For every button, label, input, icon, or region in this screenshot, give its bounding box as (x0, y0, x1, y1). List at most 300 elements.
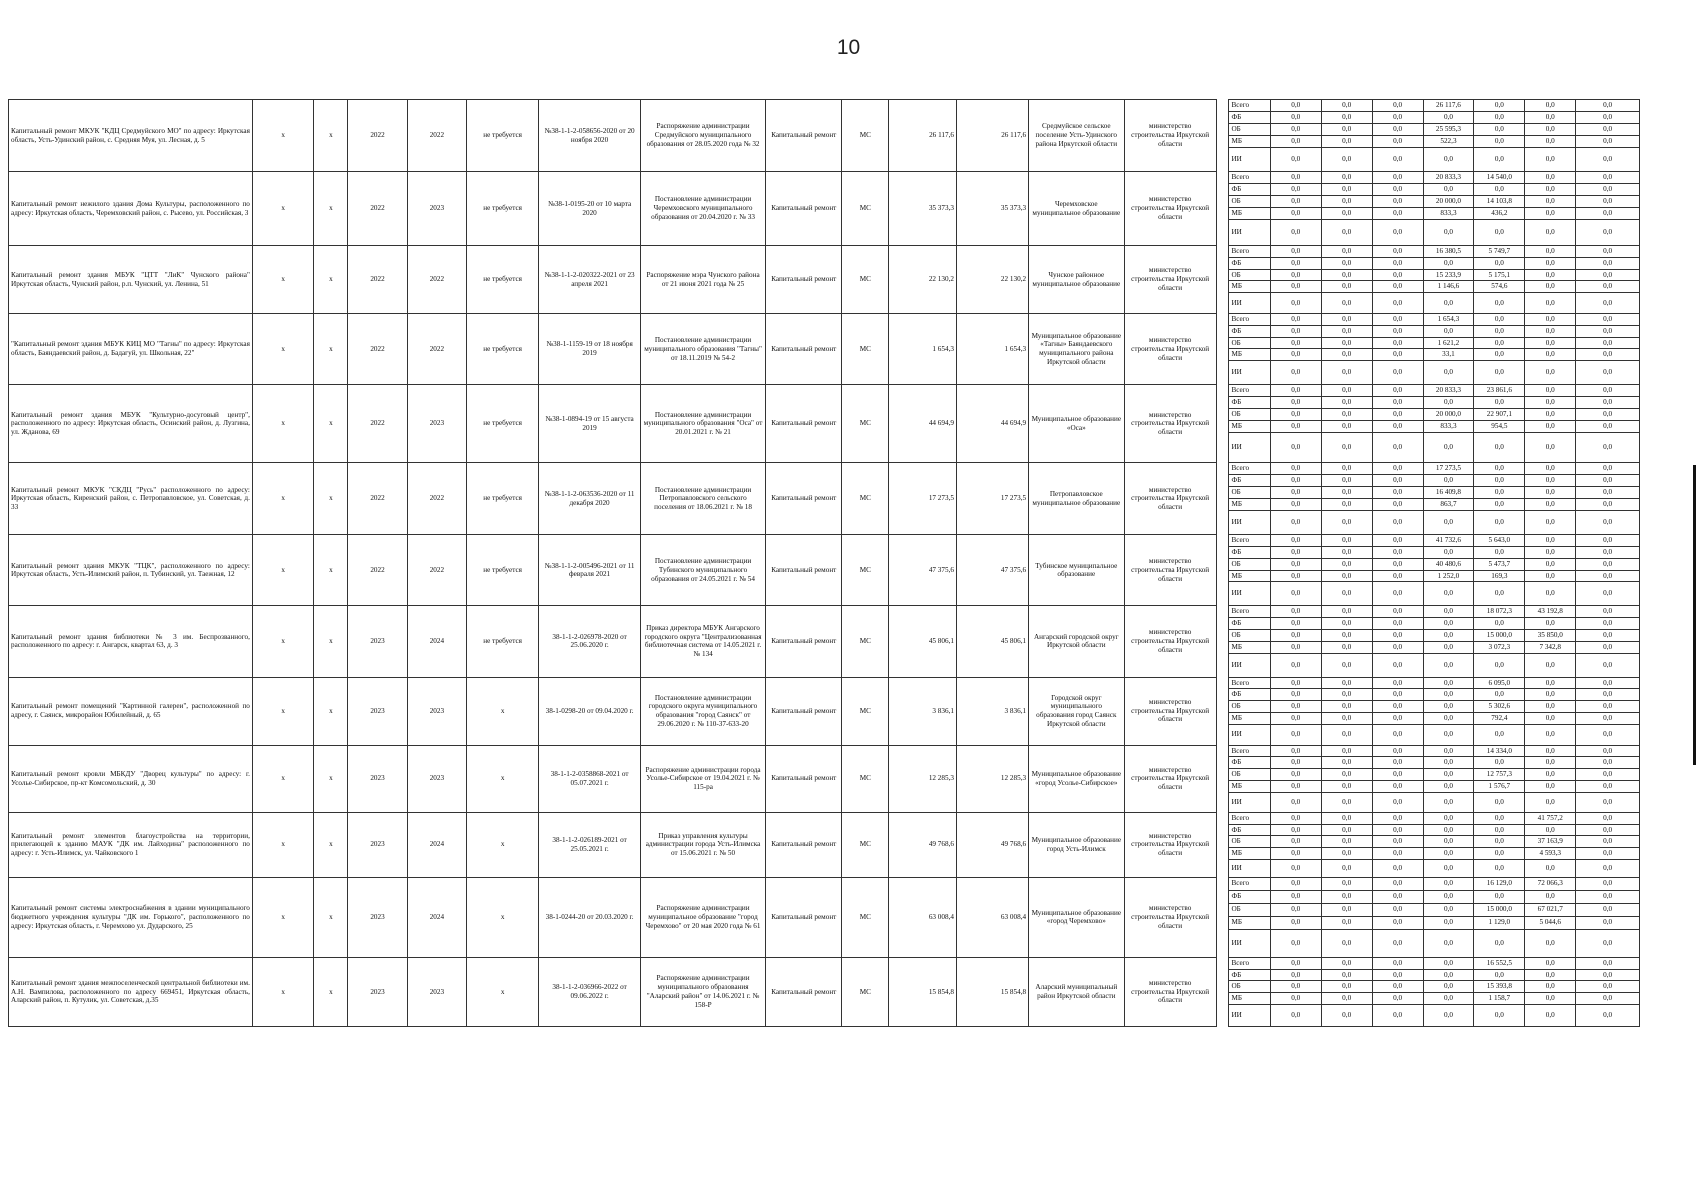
end-year: 2023 (407, 385, 466, 463)
funding-value: 0,0 (1474, 184, 1525, 196)
funding-value: 0,0 (1270, 100, 1321, 112)
table-row (9, 535, 1640, 547)
funding-source-label: ИИ (1229, 582, 1270, 606)
responsible-ministry: министерство строительства Иркутской области (1124, 877, 1216, 957)
expertise-conclusion: 38-1-0298-20 от 09.04.2020 г. (539, 677, 641, 745)
funding-value: 0,0 (1321, 957, 1372, 969)
state-expertise: не требуется (467, 246, 539, 314)
funding-value: 0,0 (1576, 112, 1640, 124)
funding-source-label: ИИ (1229, 1005, 1270, 1027)
column-gap (1216, 606, 1229, 677)
table-row (9, 677, 1640, 689)
funding-value: 0,0 (1576, 361, 1640, 385)
funding-value: 0,0 (1372, 769, 1423, 781)
column-gap (1216, 677, 1229, 745)
funding-value: 20 000,0 (1423, 409, 1474, 421)
start-year: 2022 (348, 246, 407, 314)
table-row (9, 877, 1640, 890)
funding-source-label: МБ (1229, 208, 1270, 220)
funding-value: 0,0 (1372, 196, 1423, 208)
funding-value: 0,0 (1372, 903, 1423, 916)
funding-value: 0,0 (1270, 724, 1321, 745)
estimated-cost: 63 008,4 (889, 877, 957, 957)
funding-value: 0,0 (1576, 463, 1640, 475)
funding-value: 72 066,3 (1525, 877, 1576, 890)
funding-source-label: ФБ (1229, 547, 1270, 559)
funding-value: 0,0 (1525, 281, 1576, 293)
funding-value: 0,0 (1423, 397, 1474, 409)
funding-value: 0,0 (1576, 475, 1640, 487)
funding-source-label: ОБ (1229, 836, 1270, 848)
funding-value: 0,0 (1576, 957, 1640, 969)
ownership-type: МС (842, 812, 889, 877)
funding-value: 0,0 (1321, 487, 1372, 499)
funding-value: 0,0 (1270, 641, 1321, 653)
funding-value: 0,0 (1525, 148, 1576, 172)
project-name: Капитальный ремонт системы электроснабжения в здании муниципального бюджетного учреждения культуры "ДК им. Горького", расположенного по адресу: Иркутская область, г. Черемхово ул. Дударского, 25 (9, 877, 253, 957)
funding-value: 0,0 (1474, 757, 1525, 769)
funding-value: 0,0 (1321, 701, 1372, 713)
funding-value: 0,0 (1372, 184, 1423, 196)
end-year: 2024 (407, 812, 466, 877)
funding-value: 0,0 (1525, 582, 1576, 606)
funding-value: 0,0 (1270, 257, 1321, 269)
funding-value: 0,0 (1576, 220, 1640, 246)
funding-value: 0,0 (1423, 792, 1474, 812)
placeholder-x: х (314, 677, 348, 745)
table-row (9, 606, 1640, 618)
funding-value: 0,0 (1372, 890, 1423, 903)
funding-value: 0,0 (1321, 463, 1372, 475)
implementation-decision: Постановление администрации Петропавловского сельского поселения от 18.06.2021 г. № 18 (640, 463, 765, 535)
funding-source-label: ФБ (1229, 325, 1270, 337)
remaining-cost: 49 768,6 (956, 812, 1028, 877)
funding-value: 0,0 (1576, 100, 1640, 112)
funding-value: 0,0 (1372, 535, 1423, 547)
funding-value: 0,0 (1372, 724, 1423, 745)
start-year: 2023 (348, 606, 407, 677)
project-name: Капитальный ремонт здания межпоселенческой центральной библиотеки им. А.Н. Вампилова, расположенного по адресу 669451, Иркутская область, Аларский район, п. Кутулик, ул. Советская, д.35 (9, 957, 253, 1026)
work-type: Капитальный ремонт (766, 100, 842, 172)
funding-value: 5 302,6 (1474, 701, 1525, 713)
funding-value: 0,0 (1525, 361, 1576, 385)
funding-source-label: Всего (1229, 745, 1270, 757)
funding-value: 15 233,9 (1423, 269, 1474, 281)
funding-value: 0,0 (1525, 499, 1576, 511)
funding-value: 16 409,8 (1423, 487, 1474, 499)
funding-value: 0,0 (1474, 136, 1525, 148)
funding-source-label: Всего (1229, 100, 1270, 112)
funding-value: 0,0 (1321, 981, 1372, 993)
column-gap (1216, 172, 1229, 246)
funding-value: 0,0 (1321, 890, 1372, 903)
placeholder-x: х (314, 606, 348, 677)
end-year: 2024 (407, 606, 466, 677)
implementation-decision: Постановление администрации Черемховского муниципального образования от 20.04.2020 г. № 33 (640, 172, 765, 246)
funding-source-label: ФБ (1229, 397, 1270, 409)
funding-value: 1 621,2 (1423, 337, 1474, 349)
funding-source-label: МБ (1229, 993, 1270, 1005)
funding-value: 0,0 (1576, 792, 1640, 812)
funding-value: 863,7 (1423, 499, 1474, 511)
expertise-conclusion: №38-1-0195-20 от 10 марта 2020 (539, 172, 641, 246)
funding-value: 0,0 (1321, 993, 1372, 1005)
funding-source-label: Всего (1229, 463, 1270, 475)
funding-value: 0,0 (1321, 361, 1372, 385)
estimated-cost: 15 854,8 (889, 957, 957, 1026)
funding-value: 0,0 (1525, 547, 1576, 559)
funding-source-label: МБ (1229, 499, 1270, 511)
responsible-ministry: министерство строительства Иркутской области (1124, 812, 1216, 877)
funding-source-label: Всего (1229, 677, 1270, 689)
funding-value: 0,0 (1576, 618, 1640, 630)
responsible-ministry: министерство строительства Иркутской области (1124, 314, 1216, 385)
funding-value: 0,0 (1372, 112, 1423, 124)
funding-source-label: МБ (1229, 712, 1270, 724)
funding-value: 1 252,0 (1423, 570, 1474, 582)
funding-value: 0,0 (1372, 653, 1423, 677)
expertise-conclusion: 38-1-0244-20 от 20.03.2020 г. (539, 877, 641, 957)
funding-source-label: ФБ (1229, 689, 1270, 701)
funding-source-label: МБ (1229, 848, 1270, 860)
implementation-decision: Приказ директора МБУК Ангарского городского округа "Централизованная библиотечная система от 14.05.2021 г. № 134 (640, 606, 765, 677)
funding-value: 0,0 (1474, 859, 1525, 877)
page-number: 10 (836, 36, 861, 59)
funding-value: 0,0 (1576, 257, 1640, 269)
funding-value: 0,0 (1474, 349, 1525, 361)
ownership-type: МС (842, 957, 889, 1026)
funding-value: 0,0 (1372, 325, 1423, 337)
funding-value: 0,0 (1525, 112, 1576, 124)
project-name: Капитальный ремонт кровли МБКДУ "Дворец культуры" по адресу: г. Усолье-Сибирское, пр-кт Комсомольский, д. 30 (9, 745, 253, 812)
table-row (9, 172, 1640, 184)
funding-value: 0,0 (1372, 618, 1423, 630)
funding-value: 0,0 (1372, 269, 1423, 281)
funding-value: 0,0 (1270, 269, 1321, 281)
funding-value: 0,0 (1525, 463, 1576, 475)
funding-value: 0,0 (1372, 397, 1423, 409)
work-type: Капитальный ремонт (766, 957, 842, 1026)
funding-value: 0,0 (1576, 409, 1640, 421)
funding-value: 0,0 (1321, 653, 1372, 677)
funding-value: 0,0 (1576, 993, 1640, 1005)
funding-value: 833,3 (1423, 208, 1474, 220)
funding-value: 0,0 (1423, 257, 1474, 269)
ownership-type: МС (842, 246, 889, 314)
funding-source-label: ФБ (1229, 257, 1270, 269)
funding-source-label: ИИ (1229, 653, 1270, 677)
responsible-ministry: министерство строительства Иркутской области (1124, 100, 1216, 172)
funding-value: 0,0 (1372, 969, 1423, 981)
table-row (9, 957, 1640, 969)
funding-value: 18 072,3 (1474, 606, 1525, 618)
funding-value: 0,0 (1576, 570, 1640, 582)
funding-value: 0,0 (1576, 629, 1640, 641)
placeholder-x: х (252, 535, 314, 606)
funding-source-label: ИИ (1229, 929, 1270, 957)
estimated-cost: 26 117,6 (889, 100, 957, 172)
placeholder-x: х (252, 172, 314, 246)
funding-value: 0,0 (1423, 859, 1474, 877)
funding-value: 0,0 (1576, 701, 1640, 713)
project-name: Капитальный ремонт здания МБУК "ЦТТ "ЛиК" Чунского района" Иркутская область, Чунский район, р.п. Чунский, ул. Ленина, 51 (9, 246, 253, 314)
funding-value: 0,0 (1372, 558, 1423, 570)
funding-value: 37 163,9 (1525, 836, 1576, 848)
placeholder-x: х (314, 172, 348, 246)
remaining-cost: 3 836,1 (956, 677, 1028, 745)
remaining-cost: 15 854,8 (956, 957, 1028, 1026)
funding-value: 0,0 (1321, 903, 1372, 916)
funding-value: 0,0 (1525, 745, 1576, 757)
funding-value: 0,0 (1525, 475, 1576, 487)
funding-value: 0,0 (1423, 689, 1474, 701)
funding-value: 0,0 (1321, 293, 1372, 314)
funding-value: 14 103,8 (1474, 196, 1525, 208)
ownership-type: МС (842, 606, 889, 677)
funding-value: 0,0 (1372, 701, 1423, 713)
funding-value: 0,0 (1525, 220, 1576, 246)
funding-value: 0,0 (1423, 701, 1474, 713)
funding-value: 0,0 (1270, 745, 1321, 757)
funding-value: 0,0 (1423, 848, 1474, 860)
funding-value: 0,0 (1270, 421, 1321, 433)
funding-value: 0,0 (1474, 124, 1525, 136)
funding-value: 0,0 (1525, 689, 1576, 701)
funding-value: 40 480,6 (1423, 558, 1474, 570)
funding-value: 43 192,8 (1525, 606, 1576, 618)
funding-value: 0,0 (1525, 433, 1576, 463)
funding-source-label: ИИ (1229, 220, 1270, 246)
municipal-customer: Муниципальное образование «Оса» (1029, 385, 1124, 463)
funding-value: 0,0 (1270, 877, 1321, 890)
funding-value: 0,0 (1474, 220, 1525, 246)
funding-value: 15 000,0 (1474, 903, 1525, 916)
funding-value: 0,0 (1372, 1005, 1423, 1027)
ownership-type: МС (842, 172, 889, 246)
funding-value: 0,0 (1372, 475, 1423, 487)
funding-value: 0,0 (1321, 689, 1372, 701)
funding-value: 0,0 (1321, 511, 1372, 535)
implementation-decision: Постановление администрации муниципального образования "Тагны" от 18.11.2019 № 54-2 (640, 314, 765, 385)
state-expertise: х (467, 745, 539, 812)
funding-value: 33,1 (1423, 349, 1474, 361)
funding-value: 0,0 (1423, 724, 1474, 745)
funding-source-label: ОБ (1229, 629, 1270, 641)
funding-value: 0,0 (1474, 463, 1525, 475)
remaining-cost: 47 375,6 (956, 535, 1028, 606)
responsible-ministry: министерство строительства Иркутской области (1124, 957, 1216, 1026)
implementation-decision: Постановление администрации Тубинского муниципального образования от 24.05.2021 г. № 54 (640, 535, 765, 606)
funding-value: 0,0 (1270, 969, 1321, 981)
funding-value: 0,0 (1525, 196, 1576, 208)
funding-value: 0,0 (1423, 148, 1474, 172)
funding-source-label: ИИ (1229, 511, 1270, 535)
funding-value: 5 473,7 (1474, 558, 1525, 570)
funding-value: 0,0 (1372, 136, 1423, 148)
remaining-cost: 44 694,9 (956, 385, 1028, 463)
estimated-cost: 45 806,1 (889, 606, 957, 677)
table-row (9, 246, 1640, 258)
funding-source-label: ОБ (1229, 124, 1270, 136)
state-expertise: не требуется (467, 314, 539, 385)
funding-source-label: МБ (1229, 349, 1270, 361)
end-year: 2022 (407, 314, 466, 385)
funding-value: 17 273,5 (1423, 463, 1474, 475)
estimated-cost: 35 373,3 (889, 172, 957, 246)
funding-value: 0,0 (1372, 124, 1423, 136)
estimated-cost: 49 768,6 (889, 812, 957, 877)
funding-value: 0,0 (1372, 257, 1423, 269)
funding-value: 0,0 (1576, 641, 1640, 653)
placeholder-x: х (314, 385, 348, 463)
funding-source-label: ИИ (1229, 361, 1270, 385)
funding-value: 0,0 (1321, 877, 1372, 890)
work-type: Капитальный ремонт (766, 314, 842, 385)
funding-source-label: Всего (1229, 606, 1270, 618)
funding-value: 0,0 (1474, 148, 1525, 172)
placeholder-x: х (252, 812, 314, 877)
estimated-cost: 17 273,5 (889, 463, 957, 535)
implementation-decision: Распоряжение администрации муниципального образования "Аларский район" от 14.06.2021 г. № 158-Р (640, 957, 765, 1026)
remaining-cost: 45 806,1 (956, 606, 1028, 677)
funding-value: 0,0 (1270, 558, 1321, 570)
funding-value: 0,0 (1576, 848, 1640, 860)
funding-value: 0,0 (1576, 281, 1640, 293)
implementation-decision: Распоряжение администрации муниципальное образование "город Черемхово" от 20 мая 2020 года № 61 (640, 877, 765, 957)
funding-value: 0,0 (1576, 653, 1640, 677)
remaining-cost: 12 285,3 (956, 745, 1028, 812)
municipal-customer: Муниципальное образование «город Усолье-Сибирское» (1029, 745, 1124, 812)
funding-value: 0,0 (1525, 618, 1576, 630)
responsible-ministry: министерство строительства Иркутской области (1124, 745, 1216, 812)
funding-value: 0,0 (1321, 337, 1372, 349)
funding-value: 0,0 (1525, 724, 1576, 745)
state-expertise: х (467, 812, 539, 877)
end-year: 2022 (407, 463, 466, 535)
expertise-conclusion: №38-1-1-2-058656-2020 от 20 ноября 2020 (539, 100, 641, 172)
end-year: 2022 (407, 246, 466, 314)
funding-value: 0,0 (1576, 606, 1640, 618)
funding-value: 0,0 (1474, 361, 1525, 385)
table-row (9, 100, 1640, 112)
funding-value: 436,2 (1474, 208, 1525, 220)
funding-value: 0,0 (1270, 570, 1321, 582)
funding-value: 0,0 (1372, 100, 1423, 112)
funding-value: 0,0 (1423, 769, 1474, 781)
funding-value: 0,0 (1474, 293, 1525, 314)
funding-value: 0,0 (1525, 325, 1576, 337)
funding-value: 0,0 (1525, 929, 1576, 957)
funding-value: 1 576,7 (1474, 780, 1525, 792)
funding-value: 0,0 (1576, 337, 1640, 349)
funding-value: 0,0 (1423, 629, 1474, 641)
funding-value: 0,0 (1474, 969, 1525, 981)
funding-value: 0,0 (1321, 100, 1372, 112)
funding-value: 0,0 (1270, 848, 1321, 860)
funding-value: 0,0 (1525, 208, 1576, 220)
funding-value: 0,0 (1576, 558, 1640, 570)
funding-value: 0,0 (1321, 246, 1372, 258)
funding-value: 0,0 (1576, 745, 1640, 757)
funding-value: 0,0 (1576, 172, 1640, 184)
placeholder-x: х (252, 100, 314, 172)
funding-value: 0,0 (1423, 836, 1474, 848)
funding-value: 0,0 (1474, 848, 1525, 860)
funding-value: 0,0 (1423, 511, 1474, 535)
remaining-cost: 35 373,3 (956, 172, 1028, 246)
funding-value: 0,0 (1321, 257, 1372, 269)
placeholder-x: х (252, 677, 314, 745)
funding-source-label: Всего (1229, 812, 1270, 824)
funding-value: 0,0 (1372, 993, 1423, 1005)
funding-value: 0,0 (1372, 409, 1423, 421)
funding-value: 0,0 (1525, 890, 1576, 903)
funding-value: 0,0 (1270, 112, 1321, 124)
funding-value: 0,0 (1372, 172, 1423, 184)
funding-value: 0,0 (1321, 969, 1372, 981)
funding-value: 0,0 (1372, 757, 1423, 769)
funding-value: 20 833,3 (1423, 385, 1474, 397)
funding-value: 0,0 (1270, 397, 1321, 409)
funding-value: 0,0 (1321, 848, 1372, 860)
municipal-customer: Муниципальное образование «город Черемхово» (1029, 877, 1124, 957)
table-row (9, 745, 1640, 757)
expertise-conclusion: 38-1-1-2-026978-2020 от 25.06.2020 г. (539, 606, 641, 677)
placeholder-x: х (252, 606, 314, 677)
funding-value: 0,0 (1525, 184, 1576, 196)
funding-value: 0,0 (1270, 208, 1321, 220)
funding-value: 0,0 (1270, 511, 1321, 535)
expertise-conclusion: №38-1-1-2-063536-2020 от 11 декабря 2020 (539, 463, 641, 535)
funding-value: 0,0 (1270, 349, 1321, 361)
implementation-decision: Постановление администрации городского округа муниципального образования "город Саянск" от 29.06.2020 г. № 110-37-633-20 (640, 677, 765, 745)
remaining-cost: 22 130,2 (956, 246, 1028, 314)
funding-source-label: ФБ (1229, 824, 1270, 836)
funding-value: 0,0 (1270, 712, 1321, 724)
funding-source-label: ОБ (1229, 769, 1270, 781)
funding-source-label: ФБ (1229, 969, 1270, 981)
funding-source-label: Всего (1229, 877, 1270, 890)
funding-value: 0,0 (1321, 314, 1372, 326)
funding-value: 5 044,6 (1525, 916, 1576, 929)
funding-value: 1 129,0 (1474, 916, 1525, 929)
project-name: Капитальный ремонт помещений "Картинной галереи", расположенной по адресу, г. Саянск, микрорайон Юбилейный, д. 65 (9, 677, 253, 745)
ownership-type: МС (842, 677, 889, 745)
funding-value: 0,0 (1270, 433, 1321, 463)
funding-value: 0,0 (1321, 769, 1372, 781)
funding-value: 0,0 (1270, 836, 1321, 848)
funding-value: 0,0 (1423, 677, 1474, 689)
funding-value: 0,0 (1270, 547, 1321, 559)
funding-value: 0,0 (1270, 812, 1321, 824)
implementation-decision: Постановление администрации муниципального образования "Оса" от 20.01.2021 г. № 21 (640, 385, 765, 463)
expertise-conclusion: 38-1-1-2-0358868-2021 от 05.07.2021 г. (539, 745, 641, 812)
funding-source-label: ОБ (1229, 981, 1270, 993)
funding-value: 0,0 (1576, 780, 1640, 792)
funding-value: 0,0 (1576, 877, 1640, 890)
funding-value: 0,0 (1372, 148, 1423, 172)
funding-value: 0,0 (1372, 981, 1423, 993)
funding-value: 0,0 (1525, 558, 1576, 570)
funding-value: 0,0 (1321, 558, 1372, 570)
funding-source-label: ИИ (1229, 792, 1270, 812)
funding-value: 0,0 (1525, 769, 1576, 781)
funding-value: 0,0 (1270, 499, 1321, 511)
funding-value: 0,0 (1576, 499, 1640, 511)
funding-value: 0,0 (1321, 606, 1372, 618)
project-name: Капитальный ремонт здания библиотеки № 3 им. Беспрозванного, расположенного по адресу: г. Ангарск, квартал 63, д. 3 (9, 606, 253, 677)
funding-value: 0,0 (1372, 337, 1423, 349)
